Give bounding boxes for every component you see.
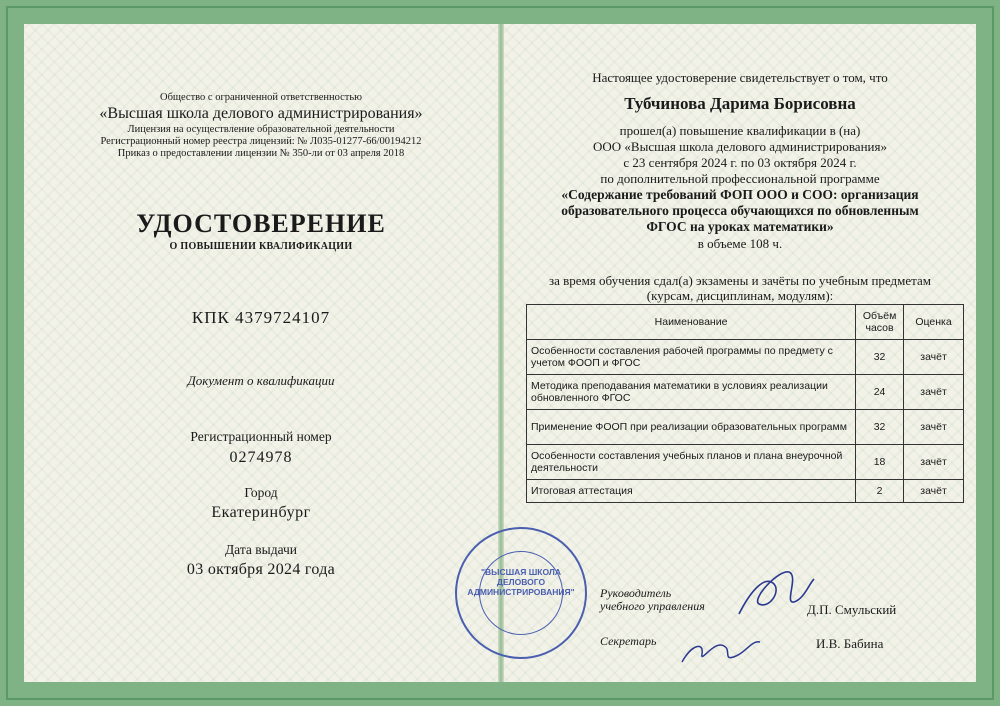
completion-line: прошел(а) повышение квалификации в (на) [619,123,861,138]
header-grade: Оценка [904,305,964,340]
header-name: Наименование [527,305,856,340]
subject-name: Особенности составления рабочей программы по предмету с учетом ФООП и ФГОС [527,340,856,375]
license-line-2: Регистрационный номер реестра лицензий: № Л035-01277-66/00194212 [100,136,422,147]
subject-grade: зачёт [904,410,964,445]
left-page [24,24,498,682]
official-stamp [455,527,587,659]
table-row [527,375,964,410]
document-number: КПК 4379724107 [191,308,331,327]
intro-text: Настоящее удостоверение свидетельствует о том, что [592,70,888,85]
stamp-text: "ВЫСШАЯ ШКОЛА ДЕЛОВОГО АДМИНИСТРИРОВАНИЯ" [467,567,575,597]
secretary-signature [674,622,764,672]
subject-grade: зачёт [904,340,964,375]
org-type: Общество с ограниченной ответственностью [159,92,363,103]
subject-name: Итоговая аттестация [527,480,856,503]
head-role: Руководитель учебного управления [600,586,705,613]
license-line-3: Приказ о предоставлении лицензии № 350-ли от 03 апреля 2018 [117,148,405,159]
person-name: Тубчинова Дарима Борисовна [624,94,856,113]
exams-intro-2: (курсам, дисциплинам, модулям): [646,288,834,303]
city-label: Город [244,485,278,500]
table-row [527,445,964,480]
subject-name: Методика преподавания математики в условиях реализации обновленного ФГОС [527,375,856,410]
license-line-1: Лицензия на осуществление образовательной деятельности [127,124,395,135]
exams-intro-1: за время обучения сдал(а) экзамены и зачёты по учебным предметам [549,273,931,288]
subject-grade: зачёт [904,375,964,410]
subjects-table [526,304,964,503]
institution-line: ООО «Высшая школа делового администрирования» [593,139,887,154]
document-subtitle: О ПОВЫШЕНИИ КВАЛИФИКАЦИИ [169,241,353,252]
subject-hours: 32 [856,340,904,375]
document-type: Документ о квалификации [187,373,335,388]
subject-hours: 2 [856,480,904,503]
org-name: «Высшая школа делового администрирования» [99,105,423,122]
program-title-1: «Содержание требований ФОП ООО и СОО: организация [561,187,919,202]
subject-hours: 18 [856,445,904,480]
reg-number-label: Регистрационный номер [190,429,332,444]
subject-grade: зачёт [904,445,964,480]
issue-date: 03 октября 2024 года [186,561,336,578]
program-volume: в объеме 108 ч. [697,236,783,251]
table-row [527,410,964,445]
city: Екатеринбург [211,504,311,521]
reg-number: 0274978 [229,449,293,466]
program-title-3: ФГОС на уроках математики» [646,219,834,234]
head-signature [729,564,819,624]
header-hours: Объём часов [856,305,904,340]
table-row [527,340,964,375]
secretary-role: Секретарь [600,634,657,648]
program-intro: по дополнительной профессиональной программе [600,171,880,186]
secretary-name: И.В. Бабина [816,636,884,651]
table-header-row [527,305,964,340]
table-row [527,480,964,503]
subject-name: Применение ФООП при реализации образовательных программ [527,410,856,445]
subject-grade: зачёт [904,480,964,503]
subject-name: Особенности составления учебных планов и плана внеурочной деятельности [527,445,856,480]
head-name: Д.П. Смульский [807,602,897,617]
subject-hours: 32 [856,410,904,445]
program-title-2: образовательного процесса обучающихся по обновленным [561,203,919,218]
subject-hours: 24 [856,375,904,410]
period-line: с 23 сентября 2024 г. по 03 октября 2024 г. [623,155,857,170]
issue-date-label: Дата выдачи [224,542,298,557]
document-title: УДОСТОВЕРЕНИЕ [136,209,386,238]
